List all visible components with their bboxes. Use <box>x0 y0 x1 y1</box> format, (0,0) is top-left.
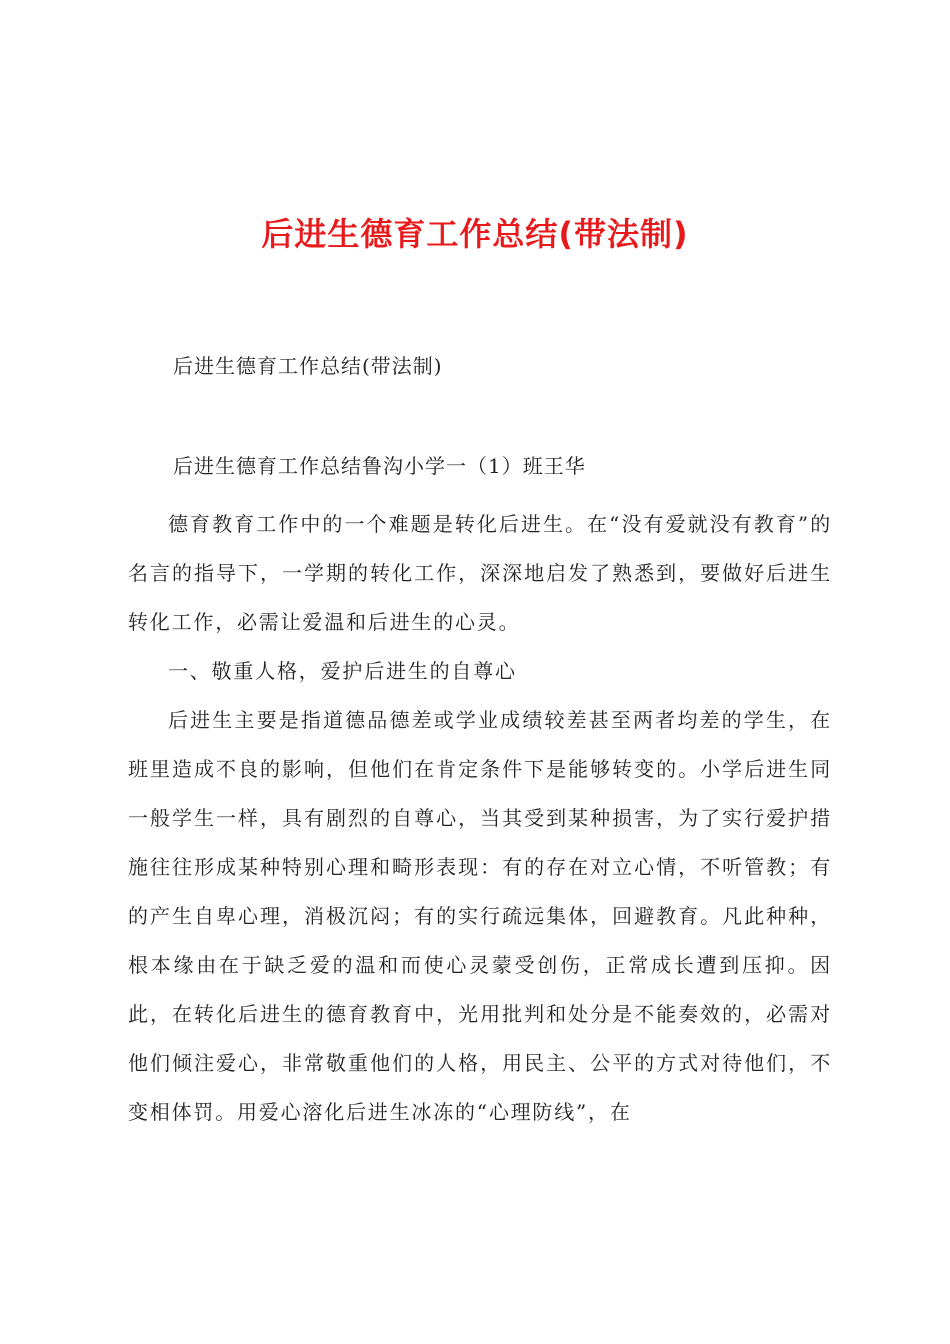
document-title: 后进生德育工作总结(带法制) <box>261 215 689 253</box>
paragraph-intro: 德育教育工作中的一个难题是转化后进生。在“没有爱就没有教育”的名言的指导下，一学期的转化工作，深深地启发了熟悉到，要做好后进生转化工作，必需让爱温和后进生的心灵。 <box>128 512 832 634</box>
section-heading: 一、敬重人格，爱护后进生的自尊心 <box>168 659 517 683</box>
author-line: 后进生德育工作总结鲁沟小学一（1）班王华 <box>173 454 586 478</box>
document-subtitle: 后进生德育工作总结(带法制) <box>173 354 443 378</box>
body-text <box>128 500 832 1137</box>
paragraph-body: 后进生主要是指道德品德差或学业成绩较差甚至两者均差的学生，在班里造成不良的影响，但他们在肯定条件下是能够转变的。小学后进生同一般学生一样，具有剧烈的自尊心，当其受到某种损害，为了实行爱护措施往往形成某种特别心理和畸形表现：有的存在对立心情，不听管教；有的产生自卑心理，消极沉闷；有的实行疏远集体，回避教育。凡此种种，根本缘由在于缺乏爱的温和而使心灵蒙受创伤，正常成长遭到压抑。因此，在转化后进生的德育教育中，光用批判和处分是不能奏效的，必需对他们倾注爱心，非常敬重他们的人格，用民主、公平的方式对待他们，不变相体罚。用爱心溶化后进生冰冻的“心理防线”，在 <box>128 708 832 1124</box>
